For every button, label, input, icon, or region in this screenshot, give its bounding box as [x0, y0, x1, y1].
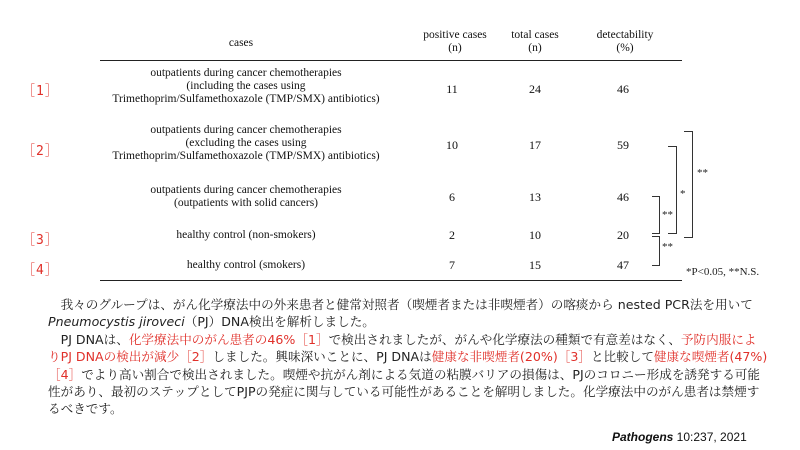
bracket-row4-row5 [652, 236, 660, 266]
header-detectability [582, 29, 668, 55]
row-3-line-2: (outpatients with solid cancers) [173, 197, 319, 209]
row-3-total: 13 [529, 190, 541, 204]
row-tag-3: ［3］ [22, 233, 59, 248]
p2-highlight-2: 予防内服によりPJ DNAの検出が減少［2］ [48, 331, 757, 365]
row-3-positive: 6 [449, 190, 455, 204]
row-4-total: 10 [529, 228, 541, 242]
row-tag-2: ［2］ [22, 144, 59, 159]
p2-highlight-1: 化学療法中のがん患者の46%［1］ [128, 331, 329, 347]
row-1-line-3: Trimethoprim/Sulfamethoxazole (TMP/SMX) antibiotics) [112, 93, 380, 105]
header-detect-line1: detectability [596, 29, 654, 41]
p1-italic-species: Pneumocystis jiroveci [48, 314, 185, 330]
p2-text-b: で検出されましたが、がんや化学療法の種類で有意差はなく、 [328, 331, 681, 347]
p2-text-a: PJ DNAは、 [48, 331, 129, 347]
row-2-line-2: (excluding the cases using [185, 137, 307, 149]
row-5-detect: 47 [617, 258, 629, 272]
bracket-row1-row4 [684, 131, 693, 238]
significance-mark-4: ** [662, 241, 673, 253]
header-cases: cases [228, 37, 254, 49]
summary-paragraph-2 [48, 331, 768, 418]
citation-ref: 10:237, 2021 [673, 430, 747, 444]
citation-journal: Pathogens [612, 430, 674, 444]
row-1-cases [96, 67, 396, 106]
row-1-positive: 11 [446, 82, 458, 96]
significance-mark-2: * [680, 188, 686, 200]
row-3-line-1: outpatients during cancer chemotherapies [150, 184, 342, 196]
row-1-total: 24 [529, 82, 541, 96]
p2-text-d: と比較して [590, 349, 654, 365]
header-positive-line1: positive cases [423, 29, 487, 41]
row-5-line-1: healthy control (smokers) [186, 259, 306, 271]
row-1-line-1: outpatients during cancer chemotherapies [150, 67, 342, 79]
table-top-rule [100, 60, 682, 61]
header-positive-cases [410, 29, 500, 55]
row-1-detect: 46 [617, 82, 629, 96]
row-2-line-1: outpatients during cancer chemotherapies [150, 124, 342, 136]
citation [612, 430, 747, 444]
header-total-cases [500, 29, 570, 55]
row-5-total: 15 [529, 258, 541, 272]
row-2-total: 17 [529, 138, 541, 152]
header-detect-line2: (%) [616, 42, 634, 54]
table-bottom-rule [100, 280, 682, 281]
header-positive-line2: (n) [448, 42, 462, 54]
row-tag-1: ［1］ [22, 84, 59, 99]
significance-mark-1: ** [697, 167, 708, 179]
p2-text-c: しました。興味深いことに、PJ DNAは [212, 349, 432, 365]
p2-highlight-3: 健康な非喫煙者(20%)［3］ [431, 349, 591, 365]
row-4-cases [96, 229, 396, 242]
bracket-row3-row4 [652, 196, 660, 234]
header-total-line1: total cases [511, 29, 559, 41]
row-2-line-3: Trimethoprim/Sulfamethoxazole (TMP/SMX) antibiotics) [112, 150, 380, 162]
summary-paragraph-1 [48, 296, 768, 331]
row-2-detect: 59 [617, 138, 629, 152]
row-4-positive: 2 [449, 228, 455, 242]
row-4-detect: 20 [617, 228, 629, 242]
p2-highlight-4: 健康な喫煙者(47%)［4］ [48, 349, 768, 382]
p1-text-a: 我々のグループは、がん化学療法中の外来患者と健常対照者（喫煙者または非喫煙者）の喀痰から nested PCR法を用いて [48, 297, 753, 312]
summary-text [48, 296, 768, 418]
row-5-positive: 7 [449, 258, 455, 272]
significance-note: *P<0.05, **N.S. [686, 266, 760, 278]
p1-text-b: （PJ）DNA検出を解析しました。 [184, 314, 375, 330]
header-total-line2: (n) [528, 42, 542, 54]
row-2-positive: 10 [446, 138, 458, 152]
row-tag-4: ［4］ [22, 263, 59, 278]
p2-text-e: でより高い割合で検出されました。喫煙や抗がん剤による気道の粘膜バリアの損傷は、PJのコロニー形成を誘発する可能性があり、最初のステップとしてPJPの発症に関与している可能性があることを解明しました。化学療法中のがん患者は禁煙するべきです。 [48, 366, 760, 417]
row-1-line-2: (including the cases using [186, 80, 306, 92]
row-4-line-1: healthy control (non-smokers) [176, 229, 316, 241]
row-2-cases [96, 124, 396, 163]
row-5-cases [96, 259, 396, 272]
significance-mark-3: ** [662, 209, 673, 221]
row-3-cases [96, 184, 396, 210]
row-3-detect: 46 [617, 190, 629, 204]
